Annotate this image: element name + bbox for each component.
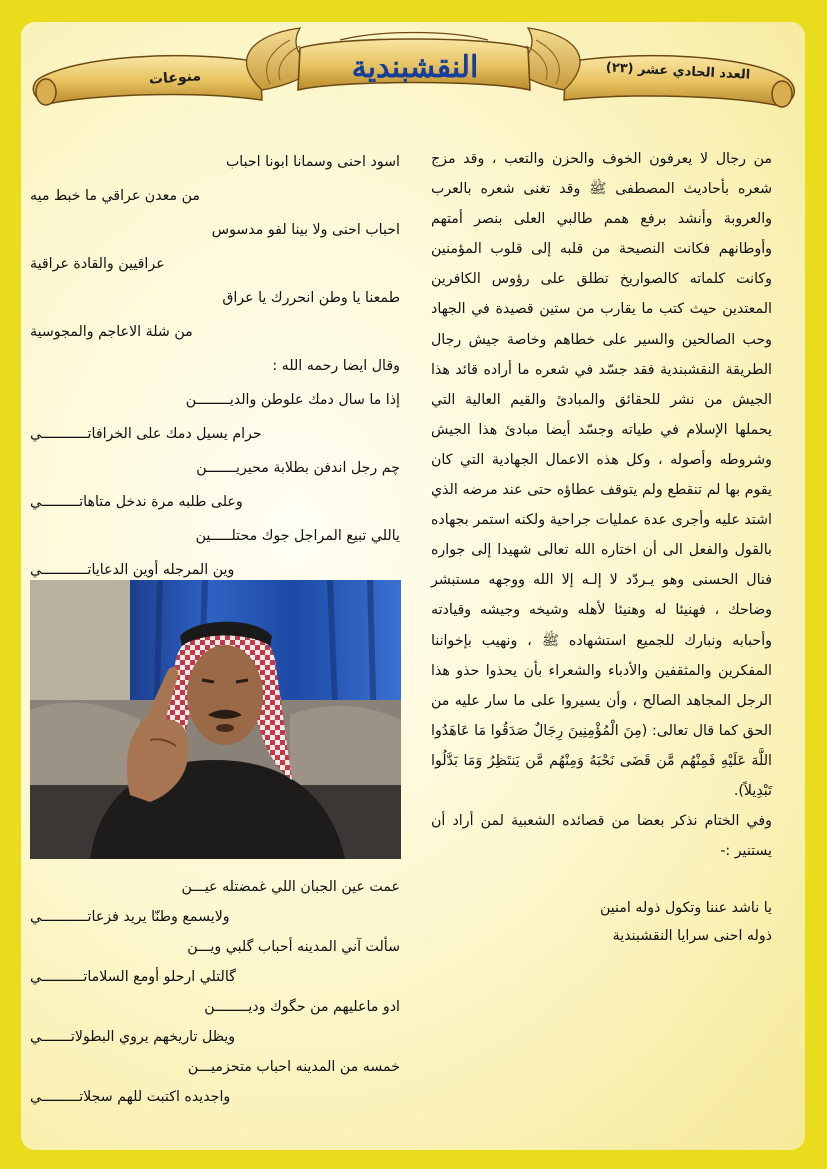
article-body: من رجال لا يعرفون الخوف والحزن والتعب ، وقد مزج شعره بأحاديث المصطفى ﷺ وقد تغنى شعره بالعرب والعروبة وأنشد برفع همم طالبي العلى بنصر أمتهم وأوطانهم فكانت النصيحة من قلبه إلى قلوب المؤمنين وكانت كلماته كالصواريخ تطلق على رؤوس الكافرين المعتدين حيث كتب ما يقارب من ستين قصيدة في الجهاد وحب الصالحين والسير على خطاهم وخاصة جيش رجال الطريقة النقشبندية فقد جسّد في شعره ما أراده قائد هذا الجيش من نشر للحقائق والمبادئ والقيم العالية التي يحملها الإسلام في طياته وجسّد أيضا مبادئ هذا الجيش وشروطه وأصوله ، وكل هذه الاعمال الجهادية التي كان يقوم بها لم تنقطع ولم يتوقف عطاؤه حتى عند مرضه الذي اشتد عليه وأجرى عدة عمليات جراحية ولكنه استمر بجهاده بالقول والفعل الى أن اختاره الله تعالى شهيدا إلى جواره فنال الحسنى وهو يـردّد لا إلـه إلا الله ووجهه مستبشر وضاحك ، فهنيئا له وهنيئا لأهله وشيخه وجيشه وقيادته وأحبابه ونبارك للجميع استشهاده ﷺ ، ونهيب بإخواننا المفكرين والمثقفين والأدباء والشعراء بأن يحذوا حذو هذا الرجل المجاهد الصالح ، وأن يسيروا على ما سار عليه من الحق كما قال تعالى: (مِنَ الْمُؤْمِنِينَ رِجَالٌ صَدَقُوا مَا عَاهَدُوا اللَّهَ عَلَيْهِ فَمِنْهُم مَّن قَضَى نَحْبَهُ وَمِنْهُم مَّن يَنتَظِرُ وَمَا بَدَّلُوا تَبْدِيلاً). <box>431 151 772 799</box>
poem-line: سألت آني المدينه أحباب گلبي ويـــن <box>187 939 400 955</box>
issue-number: العدد الحادي عشر (٢٣) <box>605 60 751 83</box>
poet-photo <box>30 580 401 859</box>
poem-line: ياللي تبيع المراجل جوك محتلـــــين <box>195 528 400 544</box>
poem-line: إذا ما سال دمك علوطن والديــــــــن <box>185 392 400 408</box>
poem-heading: وقال ايضا رحمه الله : <box>272 358 400 374</box>
poem-line: عراقيين والقادة عراقية <box>30 256 165 272</box>
section-label: منوعات <box>148 68 202 88</box>
article-column <box>431 144 772 950</box>
poem-line: عمت عين الجبان اللي غمضتله عيـــن <box>181 879 400 895</box>
poem-line: ادو ماعليهم من حگوك وديــــــــن <box>204 999 400 1015</box>
poem-line: احباب احنى ولا بينا لفو مدسوس <box>211 222 400 238</box>
poem-line: چم رجل اندفن بطلابة محيريـــــــن <box>196 460 400 476</box>
poem-top <box>30 145 400 587</box>
poem-line: ويظل تاريخهم يروي البطولاتـــــــي <box>30 1029 236 1045</box>
poet-portrait-icon <box>30 580 401 859</box>
closing-verse <box>431 894 772 950</box>
poem-line: گالتلي ارحلو أومع السلاماتــــــــــي <box>30 969 236 985</box>
poem-line: طمعنا يا وطن انحررك يا عراق <box>222 290 400 306</box>
poem-line: حرام يسيل دمك على الخرافاتـــــــــــي <box>30 426 262 442</box>
page-title: النقشبندية <box>351 50 479 85</box>
poem-line: من معدن عراقي ما خبط ميه <box>30 188 201 204</box>
poem-line: ولايسمع وطنّا يريد فزعاتـــــــــــي <box>30 909 230 925</box>
header-banner <box>0 0 827 110</box>
verse-line: ذوله احنى سرايا النقشبندية <box>612 928 772 945</box>
poem-line: وعلى طلبه مرة ندخل متاهاتـــــــــي <box>30 494 243 510</box>
article-closing: وفي الختام نذكر بعضا من قصائده الشعبية لمن أراد أن يستنير :- <box>431 813 772 860</box>
poem-line: واجديده اكتبت للهم سجلاتـــــــــي <box>30 1089 231 1105</box>
verse-line: يا ناشد عننا وتكول ذوله امنين <box>599 900 772 917</box>
poem-line: اسود احنى وسمانا ابونا احباب <box>225 154 400 170</box>
poem-line: خمسه من المدينه احباب متحزميـــن <box>187 1059 400 1075</box>
poem-line: من شلة الاعاجم والمجوسية <box>30 324 193 340</box>
poem-line: وين المرجله أوين الدعاياتـــــــــــي <box>30 562 235 578</box>
poem-bottom <box>30 872 400 1112</box>
